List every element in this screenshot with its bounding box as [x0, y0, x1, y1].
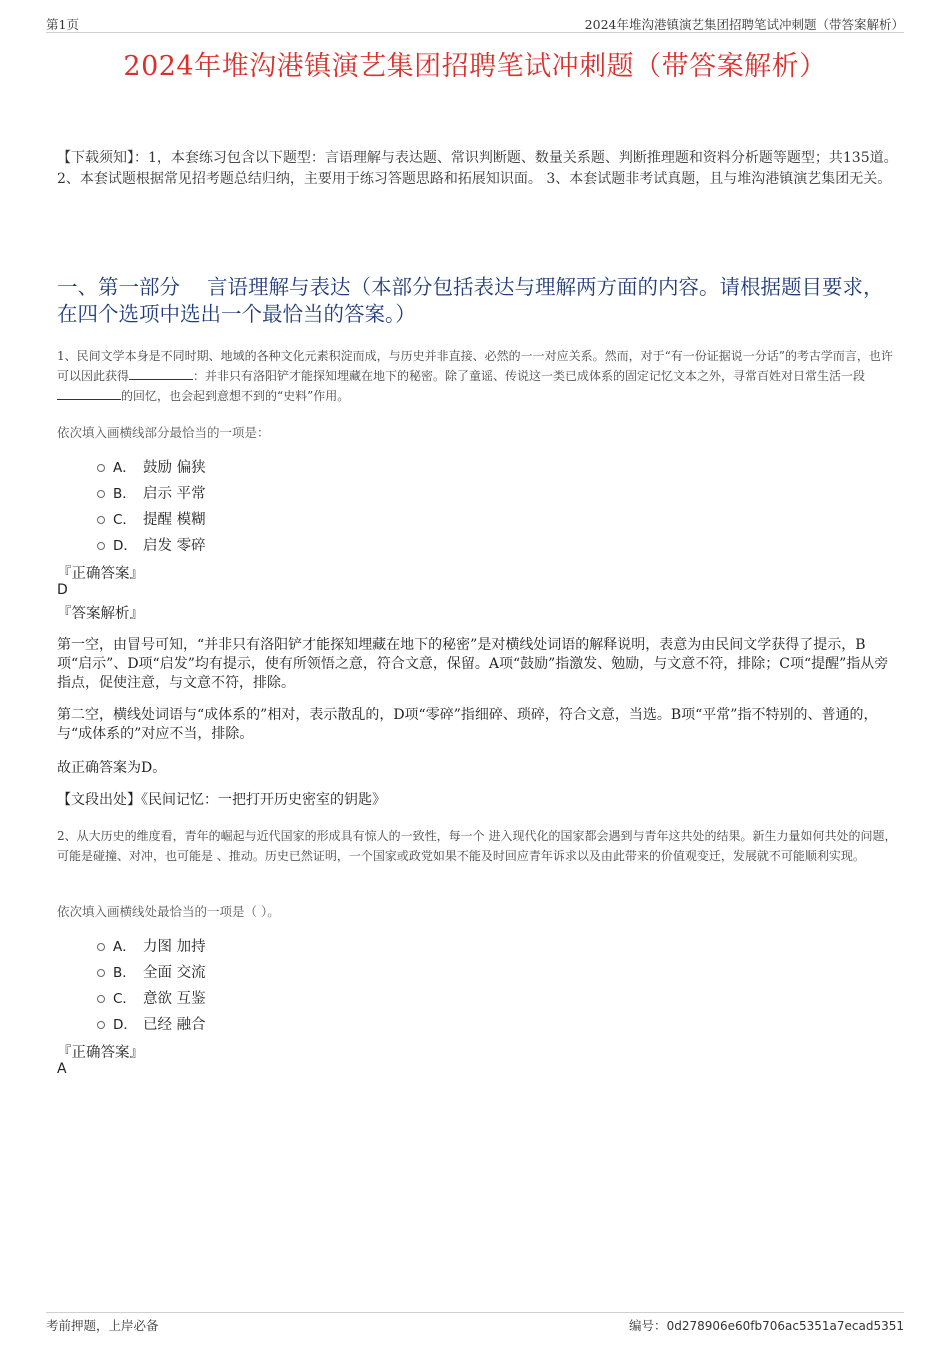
radio-icon[interactable] — [97, 995, 105, 1003]
radio-icon[interactable] — [97, 516, 105, 524]
radio-icon[interactable] — [97, 464, 105, 472]
download-notice: 【下载须知】：1，本套练习包含以下题型：言语理解与表达题、常识判断题、数量关系题、判断推理题和资料分析题等题型；共135道。 2、本套试题根据常见招考题总结归纳，主要用于练习答题思路和拓展知识面。 3、本套试题非考试真题，且与堆沟港镇演艺集团无关。 — [57, 150, 898, 187]
page-header — [46, 12, 904, 33]
analysis-conclusion: 故正确答案为D。 — [57, 760, 167, 776]
question-1-hint: 依次填入画横线部分最恰当的一项是： — [57, 425, 270, 440]
analysis-paragraph: 第二空，横线处词语与“成体系的”相对，表示散乱的，D项“零碎”指细碎、琐碎，符合文意，当选。B项“平常”指不特别的、普通的，与“成体系的”对应不当，排除。 — [57, 707, 878, 742]
analysis-label: 『答案解析』 — [57, 606, 144, 622]
footer-slogan: 考前押题，上岸必备 — [46, 1318, 159, 1333]
option-a[interactable]: A． 鼓励 偏狭 — [97, 453, 206, 479]
fill-blank — [129, 366, 193, 380]
option-b[interactable]: B． 启示 平常 — [97, 479, 206, 505]
question-2-hint: 依次填入画横线处最恰当的一项是（ ）。 — [57, 904, 280, 919]
answer-label: 『正确答案』 — [57, 566, 144, 582]
option-d[interactable]: D． 已经 融合 — [97, 1010, 206, 1036]
page-title: 2024年堆沟港镇演艺集团招聘笔试冲刺题（带答案解析） — [123, 51, 827, 82]
page-number: 第1页 — [46, 17, 79, 32]
radio-icon[interactable] — [97, 542, 105, 550]
option-c[interactable]: C． 意欲 互鉴 — [97, 984, 206, 1010]
option-d[interactable]: D． 启发 零碎 — [97, 531, 206, 557]
option-c[interactable]: C． 提醒 模糊 — [97, 505, 206, 531]
radio-icon[interactable] — [97, 969, 105, 977]
radio-icon[interactable] — [97, 490, 105, 498]
question-2-options — [97, 932, 206, 1036]
header-doc-title: 2024年堆沟港镇演艺集团招聘笔试冲刺题（带答案解析） — [584, 17, 904, 32]
option-b[interactable]: B． 全面 交流 — [97, 958, 206, 984]
analysis-paragraph: 第一空，由冒号可知，“并非只有洛阳铲才能探知埋藏在地下的秘密”是对横线处词语的解释说明，表意为由民间文学获得了提示，B项“启示”、D项“启发”均有提示，使有所领悟之意，符合文意，保留。A项“鼓励”指激发、勉励，与文意不符，排除；C项“提醒”指从旁指点，促使注意，与文意不符，排除。 — [57, 637, 889, 691]
question-1-text: 1、民间文学本身是不同时期、地域的各种文化元素积淀而成，与历史并非直接、必然的一一对应关系。然而，对于“有一份证据说一分话”的考古学而言，也许可以因此获得 ：并非只有洛阳铲才能探知埋藏在地下的秘密。除了童谣、传说这一类已成体系的固定记忆文本之外，寻常百姓对日常生活一段的回忆，也会起到意想不到的“史料”作用。 — [57, 349, 893, 403]
fill-blank — [57, 386, 121, 400]
radio-icon[interactable] — [97, 943, 105, 951]
document-id: 编号：0d278906e60fb706ac5351a7ecad5351 — [629, 1318, 904, 1333]
correct-answer: D — [57, 582, 68, 598]
answer-label: 『正确答案』 — [57, 1045, 144, 1061]
question-1-options — [97, 453, 206, 557]
question-2-text: 2、从大历史的维度看，青年的崛起与近代国家的形成具有惊人的一致性，每一个 进入现代化的国家都会遇到与青年这共处的结果。新生力量如何共处的问题，可能是碰撞、对冲，也可能是 、推动。历史已然证明，一个国家或政党如果不能及时回应青年诉求以及由此带来的价值观变迁，发展就不可能顺利实现。 — [57, 829, 897, 863]
correct-answer: A — [57, 1061, 67, 1077]
page-footer — [46, 1312, 904, 1333]
option-a[interactable]: A． 力图 加持 — [97, 932, 206, 958]
radio-icon[interactable] — [97, 1021, 105, 1029]
section-heading: 一、第一部分 言语理解与表达（本部分包括表达与理解两方面的内容。请根据题目要求，在四个选项中选出一个最恰当的答案。） — [57, 275, 884, 326]
text-source: 【文段出处】《民间记忆：一把打开历史密室的钥匙》 — [57, 792, 386, 808]
